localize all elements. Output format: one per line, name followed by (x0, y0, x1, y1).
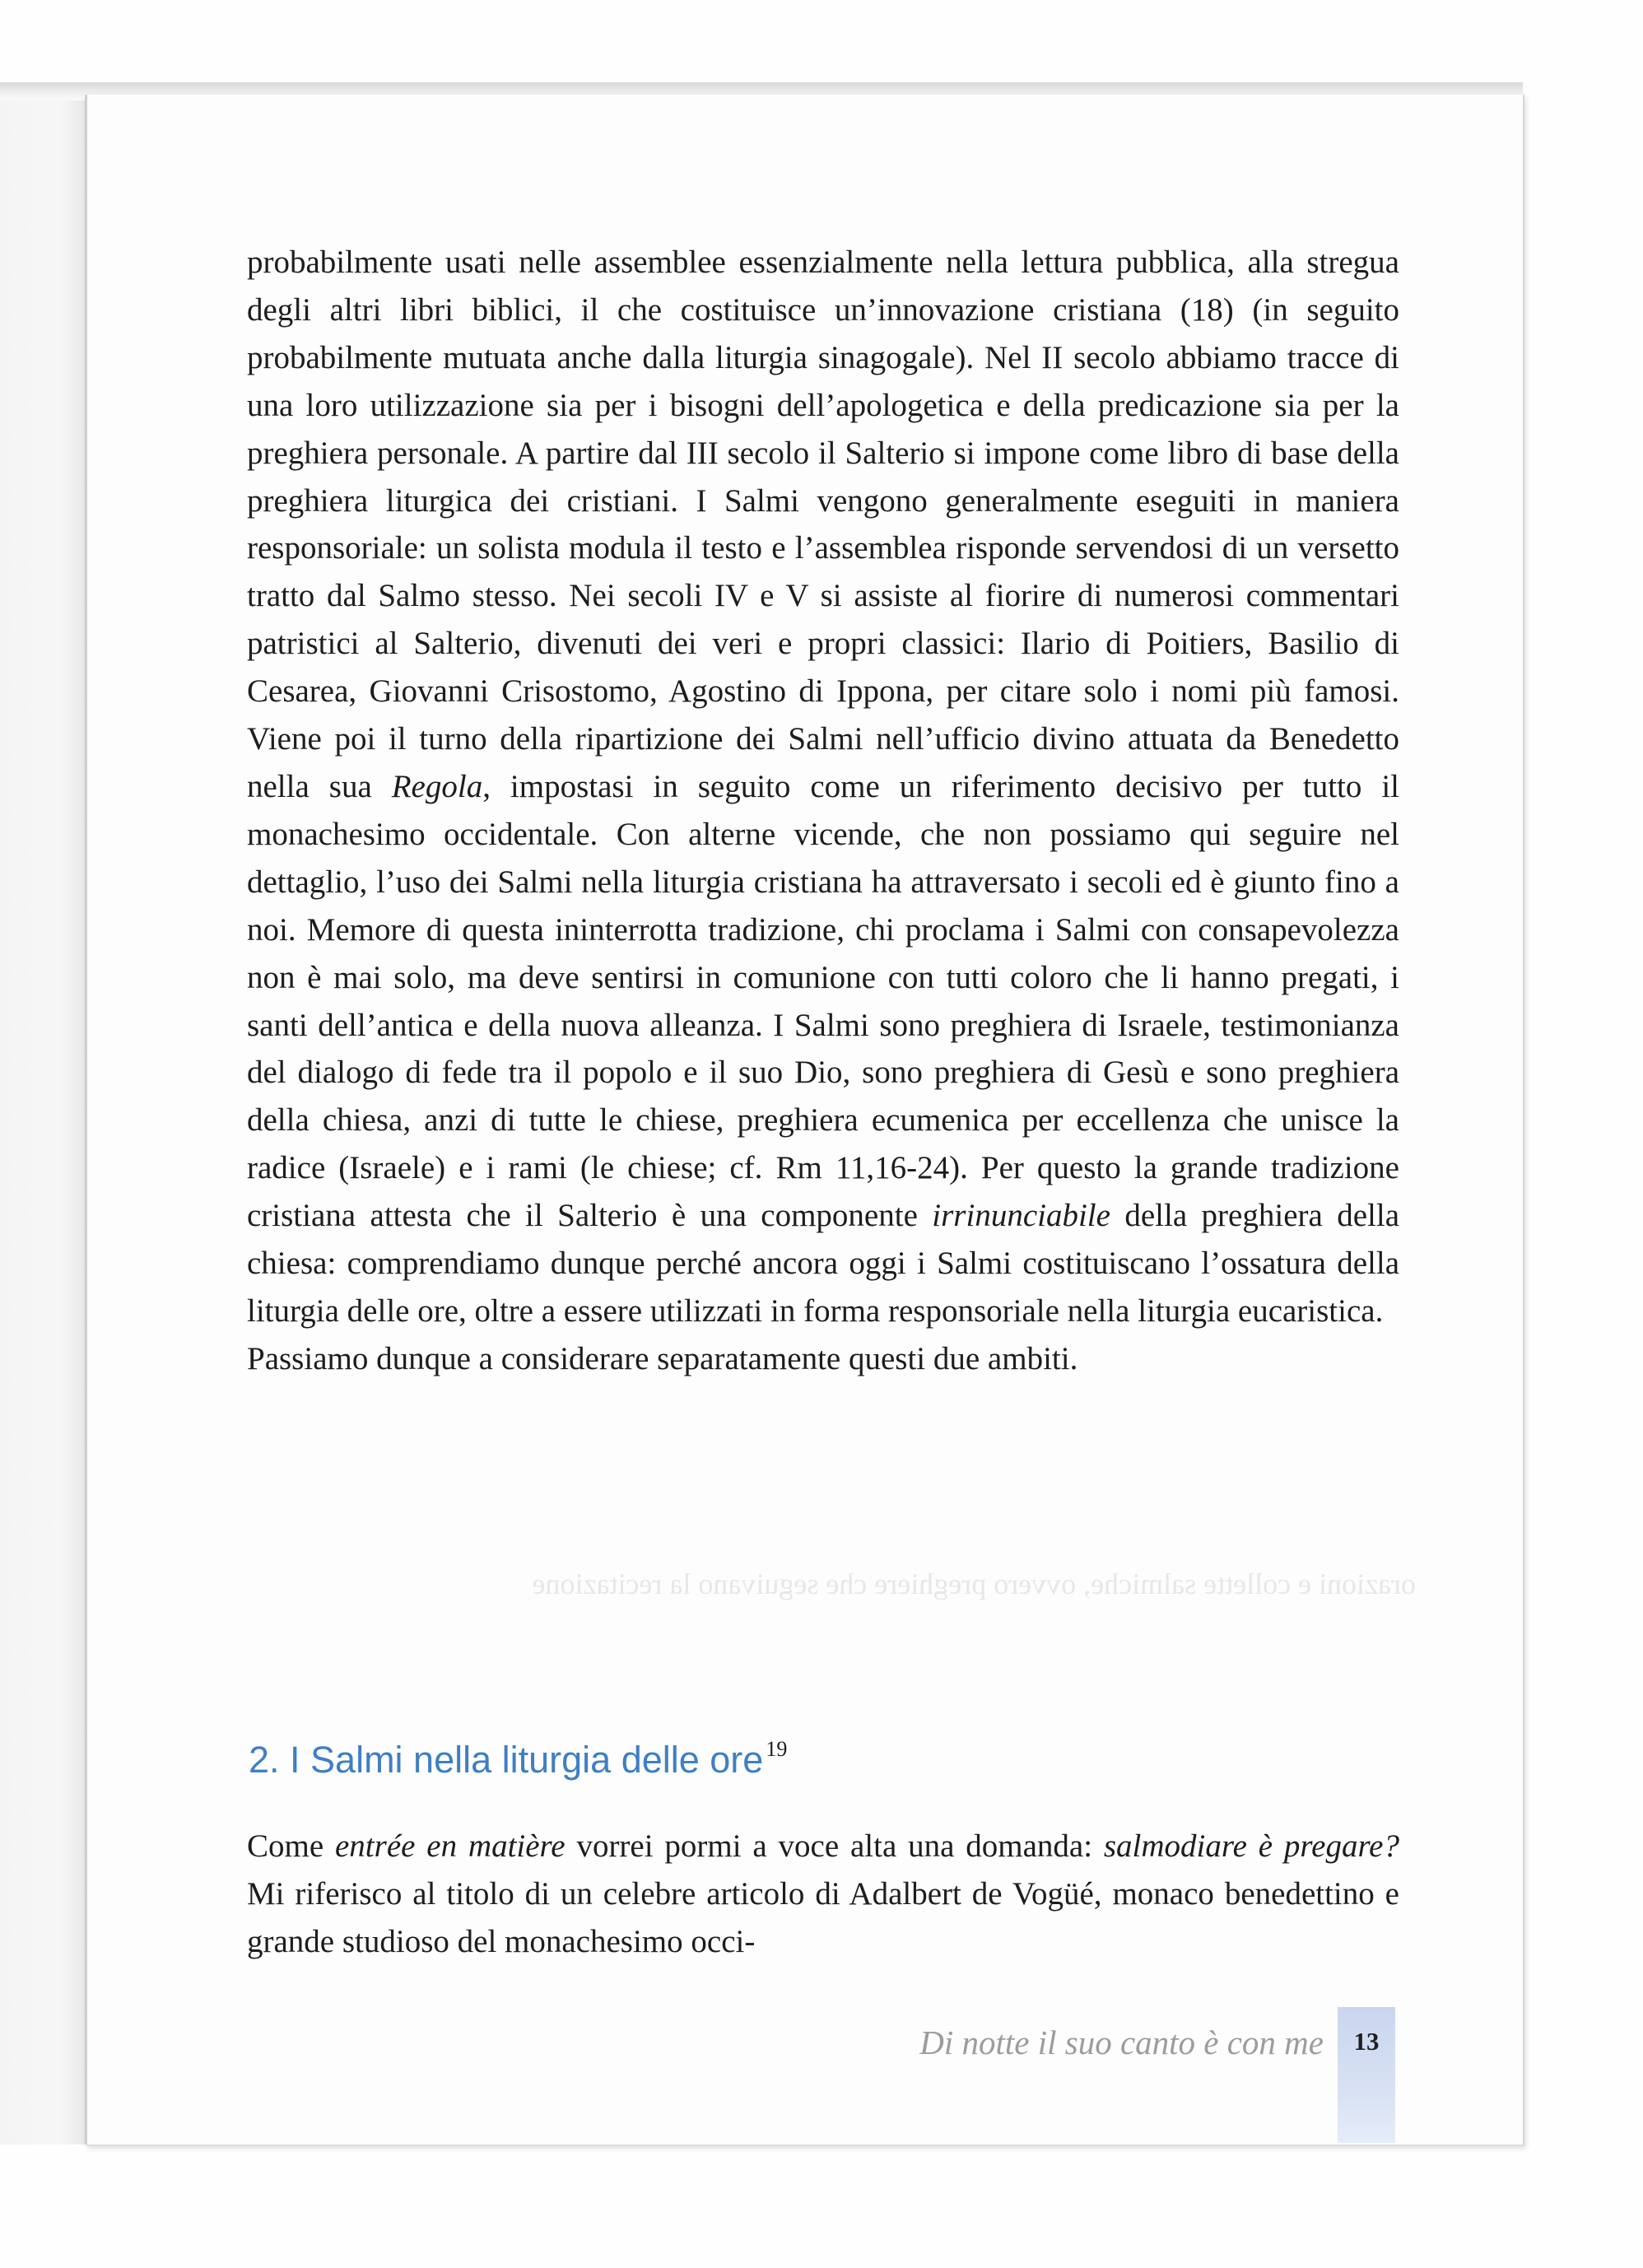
body-run: probabilmente usati nelle assemblee essenzialmente nella lettura pubblica, alla stregua degli altri libri biblici, il che costituisce un’innovazione cristiana (18) (in seguito probabilmente mutuata anche dalla liturgia sinagogale). Nel II secolo abbiamo tracce di una loro utilizzazione sia per i bisogni dell’apologetica e della predicazione sia per la preghiera personale. A partire dal III secolo il Salterio si impone come libro di base della preghiera liturgica dei cristiani. I Salmi vengono generalmente eseguiti in maniera responsoriale: un solista modula il testo e l’assemblea risponde servendosi di un versetto tratto dal Salmo stesso. Nei secoli IV e V si assiste al fiorire di numerosi commentari patristici al Salterio, divenuti dei veri e propri classici: Ilario di Poitiers, Basilio di Cesarea, Giovanni Crisostomo, Agostino di Ippona, per citare solo i nomi più famosi. Viene poi il turno della ripartizione dei Salmi nell’ufficio divino attuata da Benedetto nella sua (247, 244, 1399, 804)
closing-line: Passiamo dunque a considerare separatamente questi due ambiti. (247, 1340, 1078, 1376)
section-run: Come (247, 1828, 335, 1864)
section-paragraph (247, 1823, 1399, 1966)
footnote-marker: 19 (766, 1737, 788, 1761)
left-page-edge (0, 86, 86, 2145)
italic-question: salmodiare è pregare? (1103, 1828, 1399, 1864)
body-run: , impostasi in seguito come un riferimento decisivo per tutto il monachesimo occidentale. Con alterne vicende, che non possiamo qui seguire nel dettaglio, l’uso dei Salmi nella liturgia cristiana ha attraversato i secoli ed è giunto fino a noi. Memore di questa ininterrotta tradizione, chi proclama i Salmi con consapevolezza non è mai solo, ma deve sentirsi in comunione con tutti coloro che li hanno pregati, i santi dell’antica e della nuova alleanza. I Salmi sono preghiera di Israele, testimonianza del dialogo di fede tra il popolo e il suo Dio, sono preghiera di Gesù e sono preghiera della chiesa, anzi di tutte le chiese, preghiera ecumenica per eccellenza che unisce la radice (Israele) e i rami (le chiese; cf. Rm 11,16-24). Per questo la grande tradizione cristiana attesta che il Salterio è una componente (247, 768, 1400, 1234)
section-heading-title: 2. I Salmi nella liturgia delle ore (249, 1739, 764, 1781)
show-through-line: orazioni e collette salmiche, ovvero preghiere che seguivano la recitazione (532, 1567, 1416, 1600)
body-paragraph (247, 239, 1399, 1335)
page-number: 13 (1353, 2027, 1380, 2056)
section-text (247, 1823, 1399, 1966)
show-through-text (247, 1560, 1416, 1608)
section-run: vorrei pormi a voce alta una domanda: (565, 1828, 1104, 1864)
running-footer-title: Di notte il suo canto è con me (919, 2024, 1324, 2061)
body-run: della preghiera della chiesa: comprendiamo dunque perché ancora oggi i Salmi costituiscano l’ossatura della liturgia delle ore, oltre a essere utilizzati in forma responsoriale nella liturgia eucaristica. (247, 1198, 1399, 1329)
italic-phrase-entree: entrée en matière (335, 1828, 566, 1864)
section-heading (249, 1725, 787, 1785)
italic-title-regola: Regola (391, 768, 483, 804)
page-gutter (85, 95, 87, 2145)
body-text (247, 239, 1399, 1383)
section-run: Mi riferisco al titolo di un celebre articolo di Adalbert de Vogüé, monaco benedettino e grande studioso del monachesimo occi- (247, 1875, 1399, 1959)
italic-term-irrinunciabile: irrinunciabile (932, 1198, 1110, 1234)
